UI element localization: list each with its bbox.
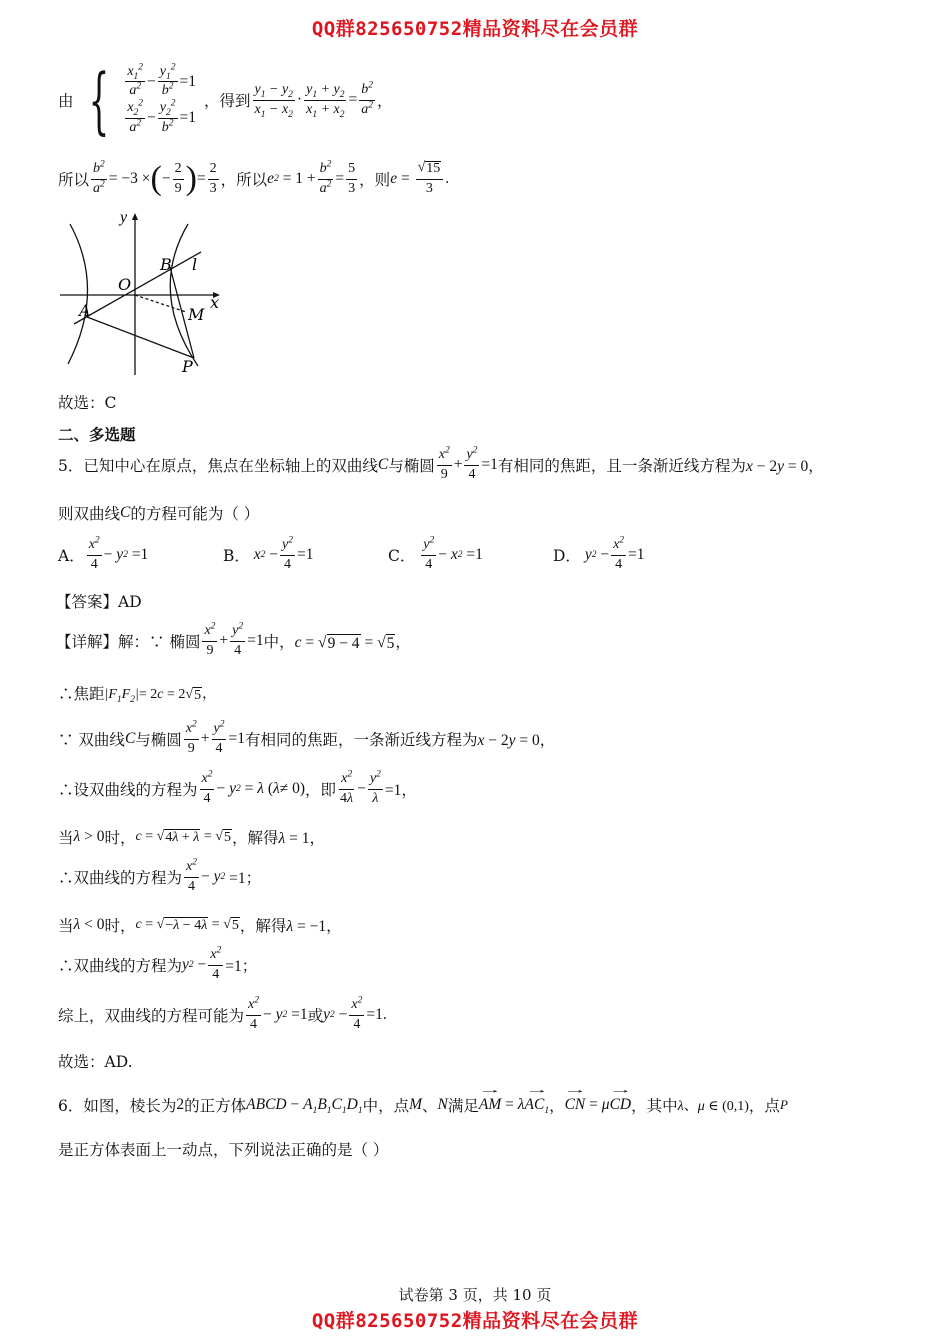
detail-line-5 bbox=[58, 826, 325, 848]
because-ellipse: ∵ 椭圆 bbox=[149, 633, 201, 652]
detail-label: 【详解】解： bbox=[56, 633, 150, 652]
detail-line-1 bbox=[56, 621, 411, 658]
eccentricity-line bbox=[58, 160, 449, 198]
when-neg-b: 时， bbox=[104, 917, 136, 935]
left-brace: { bbox=[88, 58, 109, 142]
namely-text: ，即 bbox=[305, 781, 337, 800]
lambda-neg: λ < 0 bbox=[73, 916, 105, 933]
vector-cn-eq: → CN = μ→ CD bbox=[565, 1096, 632, 1114]
q6-edge: 2 bbox=[176, 1096, 185, 1113]
lambda-1: λ = 1， bbox=[278, 830, 325, 847]
when-neg: 当 bbox=[58, 917, 74, 935]
detail-line-6 bbox=[58, 857, 262, 894]
when-pos-1: 当 bbox=[58, 829, 74, 847]
q5-stem-d: 则双曲线 bbox=[58, 505, 121, 523]
left-branch bbox=[68, 224, 88, 364]
q6-stem-e: 满足 bbox=[447, 1097, 479, 1115]
label-M: M bbox=[188, 305, 205, 324]
asymptote-eq-2: x − 2y = 0， bbox=[477, 732, 556, 750]
e-squared-eq: e 2 = 1 + $\frac{b^2}{a^2}$ = $\frac{5}{3}$ bbox=[267, 159, 356, 196]
q5-stem-e: 的方程可能为（ ） bbox=[130, 505, 260, 523]
bottom-banner: QQ群825650752精品资料尽在会员群 bbox=[311, 1310, 639, 1332]
label-A: A bbox=[79, 301, 91, 320]
system-line bbox=[58, 58, 393, 142]
q6-stem-line-2: 是正方体表面上一动点，下列说法正确的是（ ） bbox=[58, 1141, 389, 1159]
label-P: P bbox=[182, 357, 193, 376]
q5-options bbox=[58, 535, 645, 572]
e-value-eq: e = √ 15 3 . bbox=[390, 160, 450, 196]
same-focal: 有相同的焦距，一条渐近线方程为 bbox=[244, 731, 478, 750]
q5-stem-b: 与椭圆 bbox=[388, 457, 435, 476]
summary-eq-1: $\frac{x^2}{4}$ − y 2 =1 bbox=[248, 995, 308, 1032]
q5-stem-c: 有相同的焦距，且一条渐近线方程为 bbox=[497, 457, 746, 476]
system-rows bbox=[123, 61, 197, 136]
detail-line-2 bbox=[58, 682, 216, 704]
result-eq-2: y 2 − $\frac{x^2}{4}$ =1； bbox=[182, 945, 258, 982]
curve-C-3: C bbox=[124, 730, 136, 748]
summary-text: 综上，双曲线的方程可能为 bbox=[58, 1007, 245, 1026]
q6-stem-d: 、 bbox=[422, 1097, 438, 1115]
asymptote-eq: x − 2y = 0， bbox=[745, 458, 824, 476]
q6-stem-line-1: 6．如图，棱长为 2 的正方体 ABCD − $A_1B_1C_1D_1$ 中，点 M 、 N 满足 → AM = $\lambda\to AC_1$ ， → CN = μ→ CD ，其中 λ、μ ∈ (0,1) ，点 P bbox=[58, 1094, 788, 1116]
hyper-because: ∵ 双曲线 bbox=[58, 731, 125, 750]
option-c[interactable]: C． $\frac{y^2}{4}$ − x 2 =1 bbox=[388, 535, 483, 572]
c-eq-neg: c = √ −λ − 4λ = √ 5 bbox=[135, 916, 239, 933]
you-text: 由 bbox=[58, 92, 74, 110]
lambda-neg1: λ = −1， bbox=[286, 918, 342, 935]
ellipse-eq: $\frac{x^2}{9}$ + $\frac{y^2}{4}$ =1 bbox=[438, 445, 498, 482]
detail-line-8 bbox=[58, 945, 258, 982]
and-ellipse: 与椭圆 bbox=[135, 731, 182, 750]
y-arrow bbox=[132, 213, 138, 220]
label-y: y bbox=[120, 212, 128, 226]
eq-is-1: ∴双曲线的方程为 bbox=[58, 869, 183, 888]
q6-stem-f: ，其中 bbox=[631, 1097, 678, 1115]
label-l: l bbox=[192, 255, 198, 274]
point-N: N bbox=[437, 1096, 448, 1113]
top-banner: QQ群825650752精品资料尽在会员群 bbox=[311, 18, 639, 40]
result-eq-1: $\frac{x^2}{4}$ − y 2 =1； bbox=[186, 857, 262, 894]
ellipse-eq-3: $\frac{x^2}{9}$ + $\frac{y^2}{4}$ =1 bbox=[185, 719, 245, 756]
q6-stem-a: 6．如图，棱长为 bbox=[58, 1097, 177, 1115]
or-text: 或 bbox=[307, 1007, 324, 1026]
ellipse-eq-2: $\frac{x^2}{9}$ + $\frac{y^2}{4}$ =1 bbox=[204, 621, 264, 658]
summary-eq-2: y 2 − $\frac{x^2}{4}$ =1. bbox=[323, 995, 387, 1032]
q6-stem-b: 的正方体 bbox=[184, 1097, 247, 1115]
detail-line-7 bbox=[58, 914, 342, 936]
system-eq-2: $\frac{x_2^2}{a^2}$ − $\frac{y_2^2}{b^2}$ =1 bbox=[127, 98, 197, 135]
option-b[interactable]: B． x 2 − $\frac{y^2}{4}$ =1 bbox=[223, 535, 314, 572]
curve-C: C bbox=[377, 456, 389, 474]
detail-line-4 bbox=[58, 769, 417, 806]
focal-distance-eq: $|F_1F_2|= 2c = 2$ √ 5 ， bbox=[104, 686, 217, 705]
segment-AP bbox=[87, 317, 194, 358]
solve-1: ，解得 bbox=[231, 829, 279, 847]
so1-text: 所以 bbox=[58, 171, 90, 189]
cube-name: ABCD − $A_1B_1C_1D_1$ bbox=[246, 1096, 363, 1117]
when-pos-1b: 时， bbox=[104, 829, 136, 847]
point-P: P bbox=[779, 1097, 788, 1112]
point-M: M bbox=[409, 1096, 423, 1113]
then-text: ，则 bbox=[359, 171, 391, 189]
q5-stem-line-1 bbox=[58, 445, 824, 482]
label-O: O bbox=[118, 275, 132, 294]
focal-distance-text: ∴焦距 bbox=[58, 685, 105, 703]
so2-text: ，所以 bbox=[220, 171, 268, 189]
get-text: ，得到 bbox=[204, 92, 251, 110]
c-value: c = √ 9 − 4 = √ 5 ， bbox=[294, 633, 411, 652]
choice-c: 故选：C bbox=[58, 394, 117, 412]
q5-answer: 【答案】AD bbox=[56, 593, 142, 611]
q5-stem-line-2 bbox=[58, 502, 259, 524]
q6-stem-c: 中，点 bbox=[362, 1097, 410, 1115]
q5-stem-a: 5．已知中心在原点，焦点在坐标轴上的双曲线 bbox=[58, 457, 378, 476]
set-eq: $\frac{x^2}{4}$ − y 2 = λ ( λ ≠ 0) bbox=[201, 769, 306, 806]
detail-line-3 bbox=[58, 719, 556, 756]
option-d[interactable]: D． y 2 − $\frac{x^2}{4}$ =1 bbox=[553, 535, 645, 572]
hyperbola-figure bbox=[58, 212, 228, 377]
standard-eq: $\frac{x^2}{4\lambda}$ − $\frac{y^2}{\lambda}$ =1， bbox=[340, 769, 417, 806]
page-footer: 试卷第 3 页，共 10 页 bbox=[398, 1286, 552, 1304]
label-x: x bbox=[210, 293, 220, 312]
detail-line-9 bbox=[58, 995, 387, 1032]
option-a[interactable]: A． $\frac{x^2}{4}$ − y 2 =1 bbox=[58, 535, 149, 572]
choice-ad: 故选：AD. bbox=[58, 1053, 133, 1071]
c-eq-pos: c = √ 4λ + λ = √ 5 bbox=[135, 828, 231, 845]
middle-text: 中， bbox=[263, 633, 295, 652]
set-eq-text: ∴设双曲线的方程为 bbox=[58, 781, 198, 800]
solve-2: ，解得 bbox=[239, 917, 287, 935]
label-B: B bbox=[160, 255, 172, 274]
q6-stem-g: ，点 bbox=[748, 1097, 780, 1115]
section-title: 二、多选题 bbox=[58, 426, 136, 444]
vector-am-eq: → AM = $\lambda\to AC_1$ bbox=[479, 1096, 549, 1114]
param-range: λ、μ ∈ (0,1) bbox=[677, 1099, 749, 1114]
lambda-pos: λ > 0 bbox=[73, 828, 105, 845]
system-eq-1: $\frac{x_1^2}{a^2}$ − $\frac{y_1^2}{b^2}$ =1 bbox=[127, 61, 197, 99]
ratio-eq: $\frac{b^2}{a^2}$ = −3 × ( − $\frac{2}{9}$ ) = $\frac{2}{3}$ bbox=[93, 159, 217, 197]
eq-is-2: ∴双曲线的方程为 bbox=[58, 957, 183, 976]
curve-C-2: C bbox=[120, 504, 131, 521]
slope-product-eq: $\frac{y_1 - y_2}{x_1 - x_2}$ · $\frac{y_1 + y_2}{x_1 + x_2}$ = $\frac{b^2}{a^2}$ ， bbox=[254, 80, 393, 120]
